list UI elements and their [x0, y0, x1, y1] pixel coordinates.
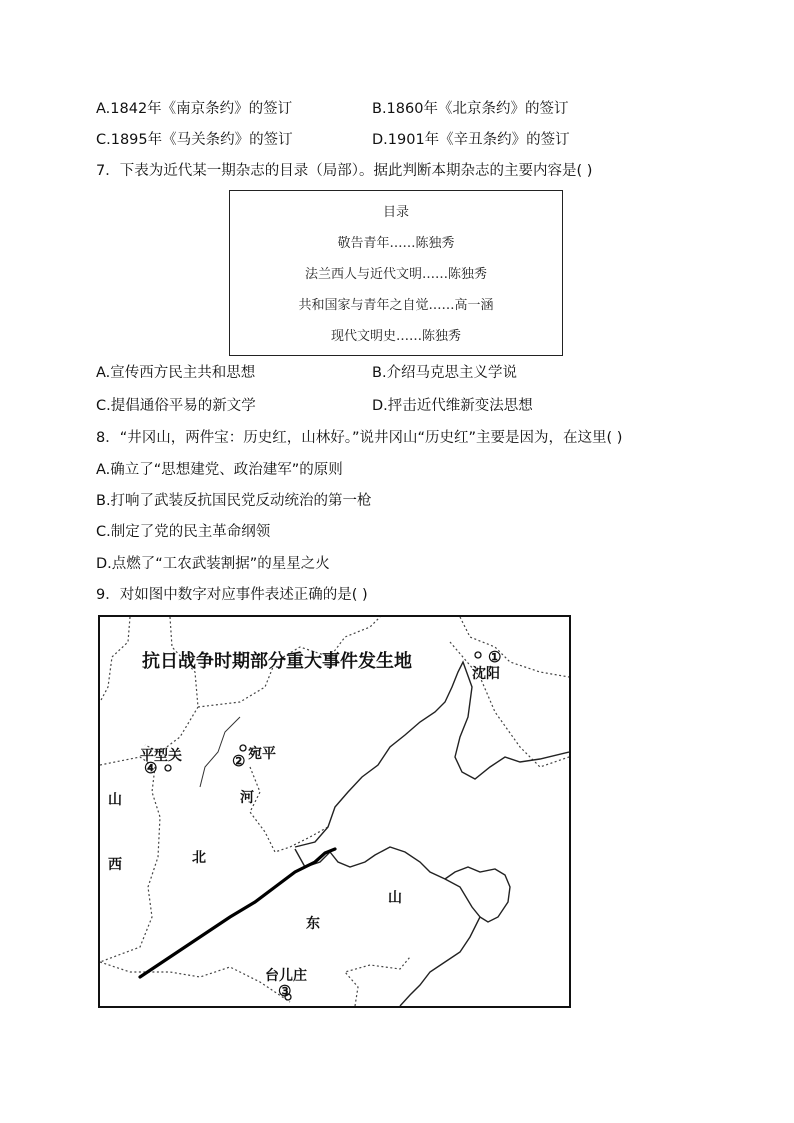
marker-4: ④: [144, 759, 158, 777]
q6-option-a: A.1842年《南京条约》的签订: [96, 101, 293, 117]
region-shandong-2: 东: [306, 916, 320, 932]
q9-stem: 9．对如图中数字对应事件表述正确的是( ): [96, 587, 368, 603]
shenyang-dot: [475, 652, 481, 658]
magazine-toc-table: [229, 190, 563, 356]
toc-heading: 目录: [382, 205, 409, 220]
wanping-dot: [240, 745, 246, 751]
place-wanping: 宛平: [248, 746, 276, 762]
region-shanxi-2: 西: [108, 857, 122, 873]
region-shanxi-1: 山: [108, 792, 122, 808]
q7-option-c: C.提倡通俗平易的新文学: [96, 398, 256, 414]
marker-2: ②: [232, 752, 246, 770]
historical-map: [98, 615, 571, 1008]
region-shandong-1: 山: [388, 890, 402, 906]
toc-entry: 法兰西人与近代文明……陈独秀: [304, 267, 487, 282]
pingxingguan-dot: [165, 765, 171, 771]
region-hebei-2: 北: [192, 850, 206, 866]
toc-entry: 共和国家与青年之自觉……高一涵: [298, 298, 494, 313]
region-hebei-1: 河: [240, 790, 254, 806]
q8-option-a: A.确立了“思想建党、政治建军”的原则: [96, 462, 343, 478]
toc-entry: 现代文明史……陈独秀: [330, 329, 461, 344]
q6-option-d: D.1901年《辛丑条约》的签订: [372, 132, 570, 148]
q7-stem: 7．下表为近代某一期杂志的目录（局部）。据此判断本期杂志的主要内容是( ): [96, 163, 593, 179]
place-shenyang: 沈阳: [472, 666, 500, 682]
marker-3: ③: [278, 982, 292, 1000]
q8-stem: 8．“井冈山，两件宝：历史红，山林好。”说井冈山“历史红”主要是因为，在这里( ): [96, 430, 623, 446]
q6-option-b: B.1860年《北京条约》的签订: [372, 101, 569, 117]
q7-option-b: B.介绍马克思主义学说: [372, 365, 518, 381]
q8-option-c: C.制定了党的民主革命纲领: [96, 524, 271, 540]
map-title: 抗日战争时期部分重大事件发生地: [142, 651, 412, 672]
q6-option-c: C.1895年《马关条约》的签订: [96, 132, 293, 148]
place-pingxingguan: 平型关: [140, 748, 182, 764]
marker-1: ①: [488, 648, 502, 666]
q7-option-d: D.抨击近代维新变法思想: [372, 398, 533, 414]
place-taierzhuang: 台儿庄: [265, 968, 307, 984]
q8-option-d: D.点燃了“工农武装割据”的星星之火: [96, 556, 330, 572]
q7-option-a: A.宣传西方民主共和思想: [96, 365, 256, 381]
toc-entry: 敬告青年……陈独秀: [337, 236, 455, 251]
q8-option-b: B.打响了武装反抗国民党反动统治的第一枪: [96, 493, 372, 509]
